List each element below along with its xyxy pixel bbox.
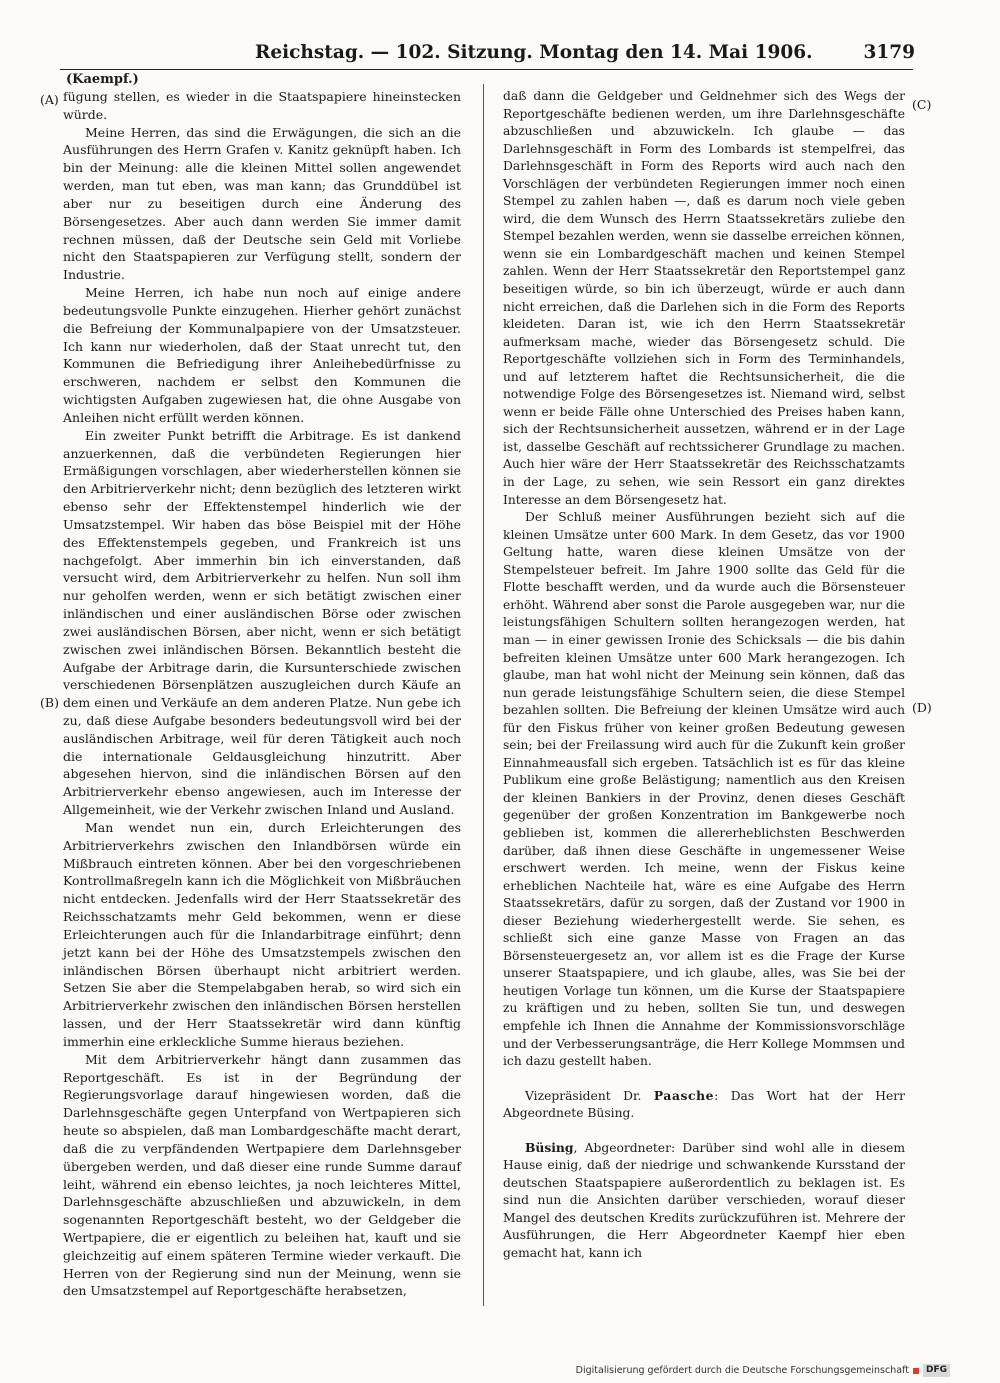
digitization-credit xyxy=(576,1364,950,1377)
speaker-name: Büsing xyxy=(525,1139,574,1155)
speaker-paragraph xyxy=(503,1087,905,1123)
left-column xyxy=(63,88,461,1300)
paragraph: daß dann die Geldgeber und Geldnehmer sich des Wegs der Reportgeschäfte bedienen werden, um ihre Darlehnsgeschäfte abzuschließen und abzuwickeln. Ich glaube — das Darlehnsgeschäft in Form des Lombards ist stempelfrei, das Darlehnsgeschäft in Form des Reports wird auch nach den Vorschlägen der verbündeten Regierungen immer noch einen Stempel zu zahlen haben —, daß es darum noch viele geben wird, die dem Wunsch des Herrn Staatssekretärs zuliebe den Stempel bezahlen werden, wenn sie dasselbe erreichen können, wenn sie ein Lombardgeschäft machen und keinen Stempel zahlen. Wenn der Herr Staatssekretär den Reportstempel ganz beseitigen würde, so bin ich überzeugt, würde er auch dann nicht erreichen, daß die Darlehen sich in die Form des Reports kleideten. Daran ist, wie ich den Herrn Staatssekretär aufmerksam mache, wieder das Börsengesetz schuld. Die Reportgeschäfte vollziehen sich in Form des Terminhandels, und auf letzterem haftet die Rechtsunsicherheit, die die notwendige Folge des Börsengesetzes ist. Niemand wird, selbst wenn er beide Fälle ohne Unterschied des Preises haben kann, sich der Rechtsunsicherheit aussetzen, während er in der Lage ist, dasselbe Geschäft auf rechtssicherer Grundlage zu machen. Auch hier wäre der Herr Staatssekretär des Reichsschatzamts in der Lage, zu sehen, wie sein Ressort ein ganz direktes Interesse an dem Börsengesetz hat. xyxy=(503,89,905,507)
paragraph: Mit dem Arbitrierverkehr hängt dann zusammen das Reportgeschäft. Es ist in der Begründung der Regierungsvorlage darauf hingewiesen worden, daß die Darlehnsgeschäfte gegen Unterpfand von Wertpapieren sich heute so abspielen, daß man Lombardgeschäfte macht derart, daß die zu verpfändenden Wertpapiere dem Darlehnsgeber übergeben werden, und daß dieser eine runde Summe darauf leiht, während ein ebenso leichtes, ja noch leichteres Mittel, Darlehnsgeschäfte abzuschließen und abzuwickeln, in dem sogenannten Reportgeschäft besteht, wo der Geldgeber die Wertpapiere, die er eigentlich zu beleihen hat, kauft und sie gleichzeitig auf einem späteren Termine wieder verkauft. Die Herren von der Regierung sind nun der Meinung, wenn sie den Umsatzstempel auf Reportgeschäfte herabsetzen, xyxy=(63,1051,461,1299)
margin-marker-d: (D) xyxy=(912,700,932,715)
page-number: 3179 xyxy=(863,42,915,63)
speaker-label: (Kaempf.) xyxy=(66,72,139,87)
paragraph: Ein zweiter Punkt betrifft die Arbitrage. Es ist dankend anzuerkennen, daß die verbündeten Regierungen hier Ermäßigungen vorschlagen, aber wiederherstellen können sie den Arbitrierverkehr nicht; denn bezüglich des letzteren wirkt ebenso sehr der Effektenstempel hinderlich wie der Umsatzstempel. Wir haben das böse Beispiel mit der Höhe des Effektenstempels gegeben, und Frankreich ist uns nachgefolgt. Aber immerhin bin ich einverstanden, daß versucht wird, dem Arbitrierverkehr zu helfen. Nun soll ihm nur geholfen werden, wenn er sich betätigt zwischen einer inländischen und einer ausländischen Börse oder zwischen zwei ausländischen Börsen, aber nicht, wenn er sich betätigt zwischen zwei inländischen Börsen. Bekanntlich besteht die Aufgabe der Arbitrage darin, die Kursunterschiede zwischen verschiedenen Börsenplätzen auszugleichen durch Käufe an dem einen und Verkäufe an dem anderen Platze. Nun gebe ich zu, daß diese Aufgabe besonders bedeutungsvoll wird bei der ausländischen Arbitrage, weil für deren Tätigkeit auch noch die internationale Geldausgleichung hinzutritt. Aber abgesehen hiervon, sind die inländischen Börsen auf den Arbitrierverkehr ebenso angewiesen, auch im Interesse der Allgemeinheit, wie der Verkehr zwischen Inland und Ausland. xyxy=(63,427,461,818)
page-header xyxy=(255,40,915,66)
paragraph: Meine Herren, ich habe nun noch auf einige andere bedeutungsvolle Punkte einzugehen. Hierher gehört zunächst die Befreiung der Kommunalpapiere von der Umsatzsteuer. Ich kann nur wiederholen, daß der Staat unrecht tut, den Kommunen die Befriedigung ihrer Anleihebedürfnisse zu erschweren, nachdem er selbst den Kommunen die wichtigsten Aufgaben zugewiesen hat, die ohne Ausgabe von Anleihen nicht erfüllt werden können. xyxy=(63,285,461,425)
right-column xyxy=(503,88,905,1263)
speaker-paragraph xyxy=(503,1139,905,1263)
dfg-mark-icon xyxy=(913,1368,919,1374)
margin-marker-b: (B) xyxy=(40,695,59,710)
margin-marker-c: (C) xyxy=(912,97,932,112)
credit-text: Digitalisierung gefördert durch die Deutsche Forschungsgemeinschaft xyxy=(575,1365,909,1376)
speaker-text: : Das Wort hat der Herr Abgeordnete Büsing. xyxy=(503,1088,905,1121)
speaker-name: Paasche xyxy=(653,1087,715,1103)
speaker-text: , Abgeordneter: Darüber sind wohl alle in diesem Hause einig, daß der niedrige und schwankende Kursstand der deutschen Staatspapiere außerordentlich zu beklagen ist. Es sind nun die Ansichten darüber verschieden, worauf dieser Mangel des deutschen Kredits zurückzuführen ist. Mehrere der Ausführungen, die Herr Abgeordneter Kaempf hier eben gemacht hat, kann ich xyxy=(503,1140,905,1260)
paragraph: Der Schluß meiner Ausführungen bezieht sich auf die kleinen Umsätze unter 600 Mark. In dem Gesetz, das vor 1900 Geltung hatte, waren diese kleinen Umsätze von der Stempelsteuer befreit. Im Jahre 1900 sollte das Geld für die Flotte beschafft werden, und da wurde auch die Börsensteuer erhöht. Während aber sonst die Parole ausgegeben war, nur die leistungsfähigen Schultern sollten herangezogen werden, hat man — in einer gewissen Ironie des Schicksals — die bis dahin befreiten kleinen Umsätze unter 600 Mark herangezogen. Ich glaube, man hat wohl nicht der Meinung sein können, daß das nun gerade leistungsfähige Schultern seien, die diese Stempel bezahlen sollten. Die Befreiung der kleinen Umsätze wird auch für den Fiskus früher von keiner großen Bedeutung gewesen sein; bei der Freilassung wird auch für die Zukunft kein großer Einnahmeausfall sich ergeben. Tatsächlich ist es für das kleine Publikum eine große Belästigung; namentlich aus den Kreisen der kleinen Bankiers in der Provinz, denen dieses Geschäft gegenüber der großen Konzentration im Bankgewerbe noch geblieben ist, kommen die allererheblichsten Beschwerden darüber, daß ihnen diese Geschäfte in ungemessener Weise erschwert werden. Ich meine, wenn der Fiskus keine erheblichen Nachteile hat, wäre es eine Aufgabe des Herrn Staatssekretärs, dafür zu sorgen, daß der Zustand vor 1900 in dieser Beziehung wiederhergestellt werde. Sie sehen, es schließt sich eine ganze Masse von Fragen an das Börsensteuergesetz an, vor allem ist es die Frage der Kurse unserer Staatspapiere, und ich glaube, alles, was Sie bei der heutigen Vorlage tun können, um die Kurse der Staatspapiere zu kräftigen und zu heben, sollten Sie tun, und deswegen empfehle ich Ihnen die Annahme der Kommissionsvorschläge und der Verbesserungsanträge, die Herr Kollege Mommsen und ich dazu gestellt haben. xyxy=(503,510,905,1069)
margin-marker-a: (A) xyxy=(40,92,59,107)
dfg-logo: DFG xyxy=(923,1364,950,1377)
speaker-title: Vizepräsident Dr. xyxy=(525,1088,654,1103)
paragraph: Meine Herren, das sind die Erwägungen, die sich an die Ausführungen des Herrn Grafen v. Kanitz geknüpft haben. Ich bin der Meinung: alle die kleinen Mittel sollen angewendet werden, man tut eben, was man kann; das Grunddübel ist aber nur zu beseitigen durch eine Änderung des Börsengesetzes. Aber auch dann werden Sie immer damit rechnen müssen, daß der Deutsche sein Geld mit Vorliebe nicht den Staatspapieren zur Verfügung stellt, sondern der Industrie. xyxy=(63,124,461,283)
paragraph: Man wendet nun ein, durch Erleichterungen des Arbitrierverkehrs zwischen den Inlandbörsen würde ein Mißbrauch eintreten können. Aber bei den vorgeschriebenen Kontrollmaßregeln kann ich die Möglichkeit von Mißbräuchen nicht entdecken. Jedenfalls wird der Herr Staatssekretär des Reichsschatzamts mehr Geld bekommen, wenn er diese Erleichterungen auch für die Inlandarbitrage einführt; denn jetzt kann bei der Höhe des Umsatzstempels zwischen den inländischen Börsen überhaupt nicht arbitriert werden. Setzen Sie aber die Stempelabgaben herab, so wird sich ein Arbitrierverkehr zwischen den inländischen Börsen herstellen lassen, und der Herr Staatssekretär wird dann künftig immerhin eine erkleckliche Summe hieraus beziehen. xyxy=(63,819,461,1049)
column-divider xyxy=(483,84,484,1306)
header-title: Reichstag. — 102. Sitzung. Montag den 14. Mai 1906. xyxy=(255,42,813,63)
paragraph: fügung stellen, es wieder in die Staatspapiere hineinstecken würde. xyxy=(63,89,461,122)
header-rule xyxy=(60,69,913,70)
